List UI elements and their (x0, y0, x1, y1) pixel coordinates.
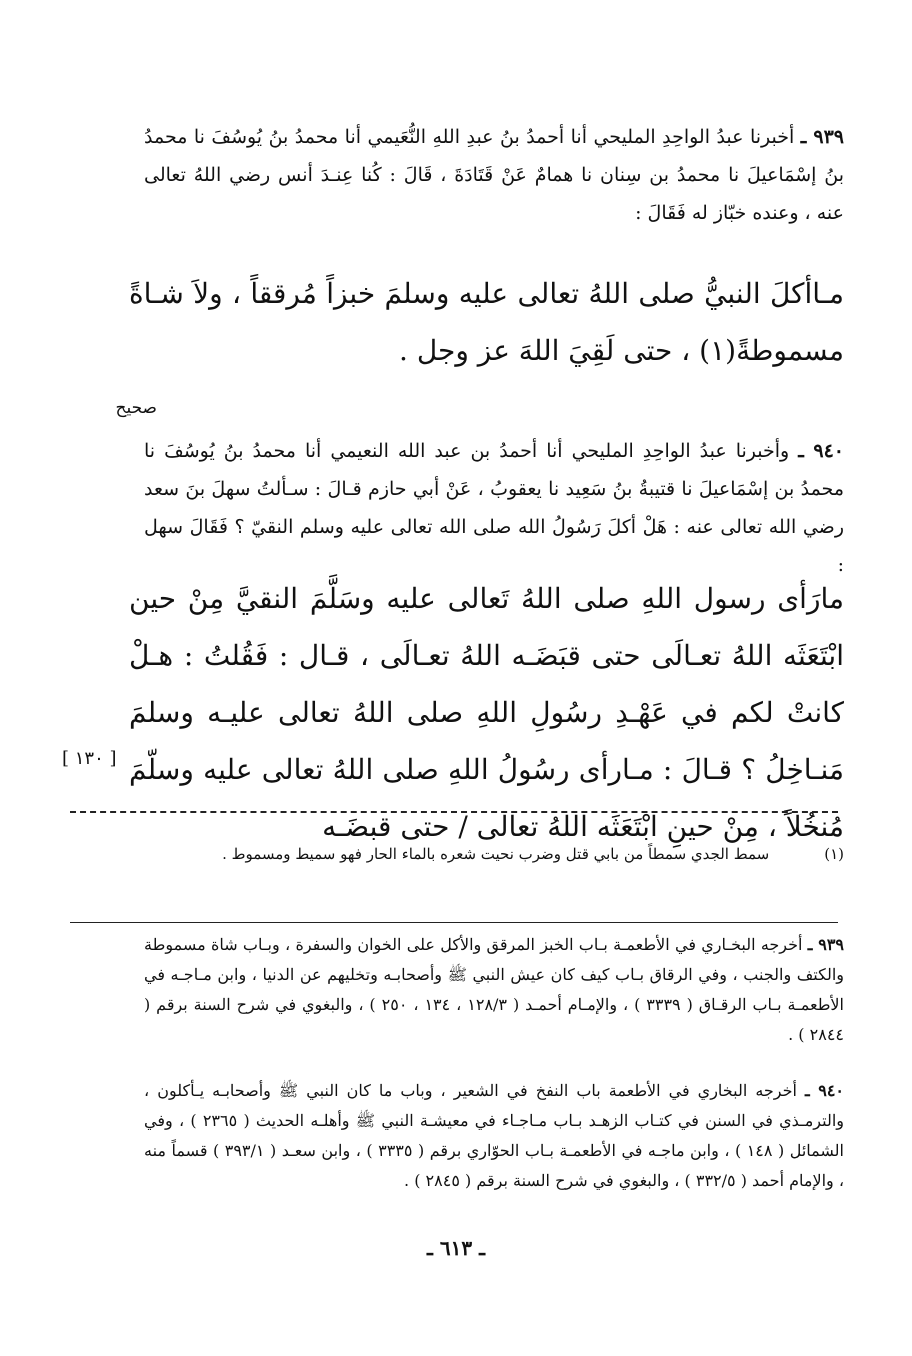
takhrij-940-number: ٩٤٠ ـ (805, 1081, 844, 1100)
page-number: ـ ٦١٣ ـ (427, 1236, 485, 1260)
takhrij-940-text: أخرجه البخاري في الأطعمة باب النفخ في الشعير ، وباب ما كان النبي ﷺ وأصحابـه يـأكلون ، والترمـذي في السنن في كتـاب الزهـد بـاب مـاجـاء في معيشـة النبي ﷺ وأهلـه الحديث ( ٢٣٦٥ ) ، وفي الشمائل ( ١٤٨ ) ، وابن ماجـه في الأطعمـة بـاب الحوّاري برقم ( ٣٣٣٥ ) ، وابن سعـد ( ٣٩٣/١ ) قسماً منه ، والإمام أحمد ( ٣٣٢/٥ ) ، والبغوي في شرح السنة برقم ( ٢٨٤٥ ) . (144, 1081, 845, 1190)
hadith-940-number: ٩٤٠ ـ (798, 440, 844, 462)
footnote-1-text: سمط الجدي سمطاً من بابي قتل وضرب نحيت شعره بالماء الحار فهو سميط ومسموط . (222, 845, 770, 863)
takhrij-939-number: ٩٣٩ ـ (807, 935, 845, 954)
hadith-939-grade: صحيح (115, 398, 157, 418)
footnote-1-number: (١) (824, 845, 844, 863)
takhrij-939-text: أخرجه البخـاري في الأطعمـة بـاب الخبز المرقق والأكل على الخوان والسفرة ، وبـاب شاة مسموطة والكتف والجنب ، وفي الرقاق بـاب كيف كان عيش النبي ﷺ وأصحابـه وتخليهم عن الدنيا ، وابن مـاجـه في الأطعمـة بـاب الرقـاق ( ٣٣٣٩ ) ، والإمـام أحمـد ( ١٢٨/٣ ، ١٣٤ ، ٢٥٠ ) ، والبغوي في شرح السنة برقم ( ٢٨٤٤ ) . (144, 935, 845, 1044)
footnote-separator-dashed (70, 811, 838, 813)
takhrij-separator-line (70, 922, 838, 923)
hadith-939-number: ٩٣٩ ـ (800, 126, 844, 148)
manuscript-page-reference: [ ١٣٠ ] (62, 748, 117, 769)
takhrij-940 (144, 1076, 844, 1196)
hadith-940-matn: مارَأى رسول اللهِ صلى اللهُ تَعالى عليه وسَلَّمَ النقيَّ مِنْ حين ابْتَعَثَه اللهُ تعـالَى حتى قبَضَـه اللهُ تعـالَى ، قـال : فَقُلتُ : هـلْ كانتْ لكم في عَهْـدِ رسُولِ اللهِ صلى اللهُ تعالى عليـه وسلمَ مَنـاخِلُ ؟ قـالَ : مـارأى رسُولُ اللهِ صلى اللهُ تعالى عليه وسلّمَ مُنخُلاً ، مِنْ حينِ ابْتَعَثَه اللهُ تعالى / حتى قبضَـه (129, 582, 844, 843)
hadith-939-isnad (144, 118, 844, 232)
footnote-1 (64, 845, 844, 863)
hadith-939-isnad-text: أخبرنا عبدُ الواحِدِ المليحي أنا أحمدُ بنُ عبدِ اللهِ النُّعَيمي أنا محمدُ بنُ يُوسُفَ نا محمدُ بنُ إسْمَاعيلَ نا محمدُ بن سِنان نا همامٌ عَنْ قَتَادَةَ ، قَالَ : كُنا عِنـدَ أنس رضي اللهُ تعالى عنه ، وعنده خبّاز له فَقَالَ : (144, 126, 844, 224)
takhrij-939 (144, 930, 844, 1050)
hadith-940-isnad-text: وأخبرنا عبدُ الواحِدِ المليحي أنا أحمدُ بن عبد الله النعيمي أنا محمدُ بنُ يُوسُفَ نا محمدُ بن إسْمَاعيلَ نا قتيبةُ بنُ سَعِيد نا يعقوبُ ، عَنْ أبي حازم قـالَ : سـألتُ سهلَ بنَ سعد رضي الله تعالى عنه : هَلْ أكلَ رَسُولُ الله صلى الله تعالى عليه وسلم النقيّ ؟ فَقَالَ سهل : (144, 440, 844, 576)
hadith-940-isnad (144, 432, 844, 584)
hadith-939-matn: مـاأكلَ النبيُّ صلى اللهُ تعالى عليه وسلمَ خبزاً مُرققاً ، ولاَ شـاةً مسموطةً(١) ، حتى لَقِيَ اللهَ عز وجل . (129, 277, 844, 367)
